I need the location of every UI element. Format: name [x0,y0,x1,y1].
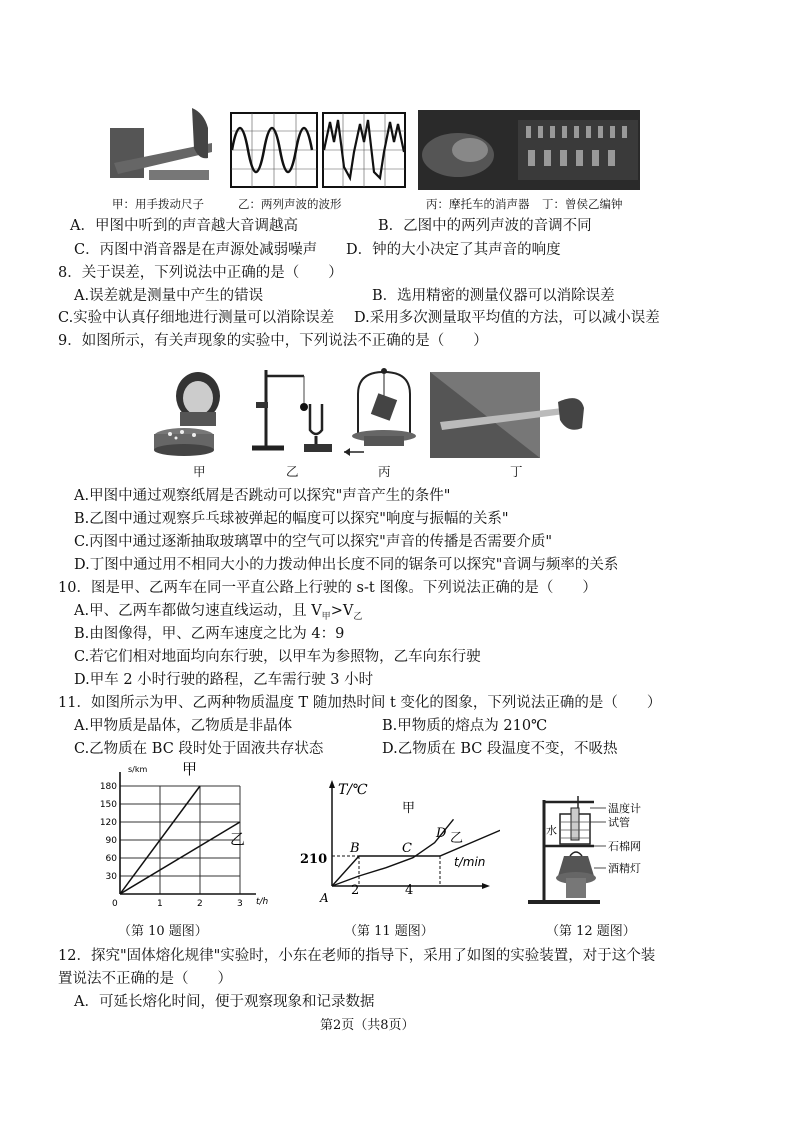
label-water: 水 [546,824,557,837]
q10-option-a [74,601,362,627]
q10-option-a-text: A.甲、乙两车都做匀速直线运动，且 V [74,603,322,619]
q10-option-a-gt: >V [330,603,354,619]
q8-stem: 8．关于误差，下列说法中正确的是（ ） [58,265,343,281]
chart-q10-title: （第 10 题图） [118,924,208,939]
chart-q10-ytick: 150 [99,800,117,810]
chart-q10-ylabel: s/km [128,765,148,774]
figure-q9-bing-bell-jar [344,366,424,458]
q8-option-b: B．选用精密的测量仪器可以消除误差 [372,288,615,304]
chart-q10-ytick: 180 [99,782,117,792]
label-asbestos-gauze: 石棉网 [608,840,641,853]
caption-ding: 丁：曾侯乙编钟 [542,197,623,211]
q10-option-c: C.若它们相对地面均向东行驶，以甲车为参照物，乙车向东行驶 [74,649,481,665]
caption-jia: 甲：用手拨动尺子 [112,197,204,211]
q8-option-a: A.误差就是测量中产生的错误 [74,288,264,304]
q10-stem: 10．图是甲、乙两车在同一平直公路上行驶的 s-t 图像。下列说法正确的是（ ） [58,580,597,596]
chart-q10-ytick: 120 [99,818,117,828]
q7-option-a: A．甲图中听到的声音越大音调越高 [70,218,298,234]
chart-q11-xlabel: t/min [454,855,486,869]
q11-option-b: B.甲物质的熔点为 210℃ [382,718,548,734]
figure-jia-ruler-photo [104,108,214,188]
chart-q11-series-label-yi: 乙 [450,831,464,846]
figure-yi-wave-right [322,112,406,188]
chart-q11-point-a: A [320,891,329,905]
q9-caption-jia: 甲 [193,464,206,479]
chart-q11-series-label-jia: 甲 [402,801,416,816]
figure-q9-yi-tuning-fork [244,364,340,456]
chart-q11-point-b: B [350,841,360,856]
figure-yi-wave-left [230,112,318,188]
q12-figure-title: （第 12 题图） [546,924,636,939]
chart-q11-ylabel: T/℃ [338,782,368,798]
q9-option-a: A.甲图中通过观察纸屑是否跳动可以探究"声音产生的条件" [74,488,451,504]
chart-q11-title: （第 11 题图） [344,924,434,939]
chart-q11-t-t [290,770,500,910]
q10-option-d: D.甲车 2 小时行驶的路程，乙车需行驶 3 小时 [74,672,374,688]
chart-q11-point-d: D [436,826,447,841]
q9-option-d: D.丁图中通过用不相同大小的力拨动伸出长度不同的锯条可以探究"音调与频率的关系 [74,557,619,573]
chart-q11-x-arrow [482,883,490,889]
q12-stem-line1: 12．探究"固体熔化规律"实验时，小东在老师的指导下，采用了如图的实验装置，对于这个装 [58,948,656,964]
chart-q10-series-label-yi: 乙 [230,830,246,848]
q12-option-a: A．可延长熔化时间，便于观察现象和记录数据 [74,994,375,1010]
q9-option-b: B.乙图中通过观察乒乓球被弹起的幅度可以探究"响度与振幅的关系" [74,511,509,527]
caption-yi: 乙：两列声波的波形 [238,197,342,211]
figure-q9-ding-saw-photo [430,372,586,458]
chart-q10-ytick: 90 [105,836,117,846]
q9-caption-bing: 丙 [378,464,391,479]
figure-bing-ding-photo [418,110,640,190]
chart-q10-ytick: 60 [105,854,117,864]
q11-stem: 11．如图所示为甲、乙两种物质温度 T 随加热时间 t 变化的图象，下列说法正确的是（ ） [58,695,662,711]
label-alcohol-lamp: 酒精灯 [608,862,641,875]
chart-q10-xtick: 0 [112,899,118,909]
chart-q10-s-t [90,760,280,910]
q7-option-c: C．丙图中消音器是在声源处减弱噪声 [74,242,318,258]
chart-q10-xlabel: t/h [256,897,269,907]
figure-q12-apparatus [520,792,670,912]
chart-q10-xtick: 3 [237,899,243,909]
chart-q10-series-label-jia: 甲 [182,760,198,778]
chart-q11-y-arrow [329,780,335,788]
q9-option-c: C.丙图中通过逐渐抽取玻璃罩中的空气可以探究"声音的传播是否需要介质" [74,534,553,550]
q9-stem: 9．如图所示，有关声现象的实验中，下列说法不正确的是（ ） [58,333,488,349]
chart-q11-point-c: C [402,841,412,856]
q10-option-a-sub-yi: 乙 [353,611,363,622]
q10-option-a-sub-jia: 甲 [321,611,331,622]
chart-q11-ytick-210: 210 [300,852,328,867]
q7-option-b: B．乙图中的两列声波的音调不同 [378,218,592,234]
q11-option-c: C.乙物质在 BC 段时处于固液共存状态 [74,741,324,757]
chart-q10-ytick: 30 [105,872,117,882]
label-thermometer: 温度计 [608,802,641,815]
q11-option-d: D.乙物质在 BC 段温度不变，不吸热 [382,741,618,757]
label-test-tube: 试管 [608,816,630,829]
caption-bing: 丙：摩托车的消声器 [426,197,530,211]
figure-q9-jia-drum [150,368,234,456]
chart-q11-xtick-4: 4 [405,883,414,898]
q11-option-a: A.甲物质是晶体，乙物质是非晶体 [74,718,293,734]
q8-option-d: D.采用多次测量取平均值的方法，可以减小误差 [354,310,660,326]
q10-option-b: B.由图像得，甲、乙两车速度之比为 4：9 [74,626,345,642]
chart-q10-xtick: 1 [157,899,163,909]
page-footer: 第2页（共8页） [320,1018,415,1033]
chart-q10-xtick: 2 [197,899,203,909]
q12-stem-line2: 置说法不正确的是（ ） [58,971,232,987]
chart-q11-xtick-2: 2 [351,883,360,898]
q7-option-d: D．钟的大小决定了其声音的响度 [346,242,561,258]
q9-caption-ding: 丁 [510,464,523,479]
q9-caption-yi: 乙 [286,464,299,479]
q8-option-c: C.实验中认真仔细地进行测量可以消除误差 [58,310,335,326]
